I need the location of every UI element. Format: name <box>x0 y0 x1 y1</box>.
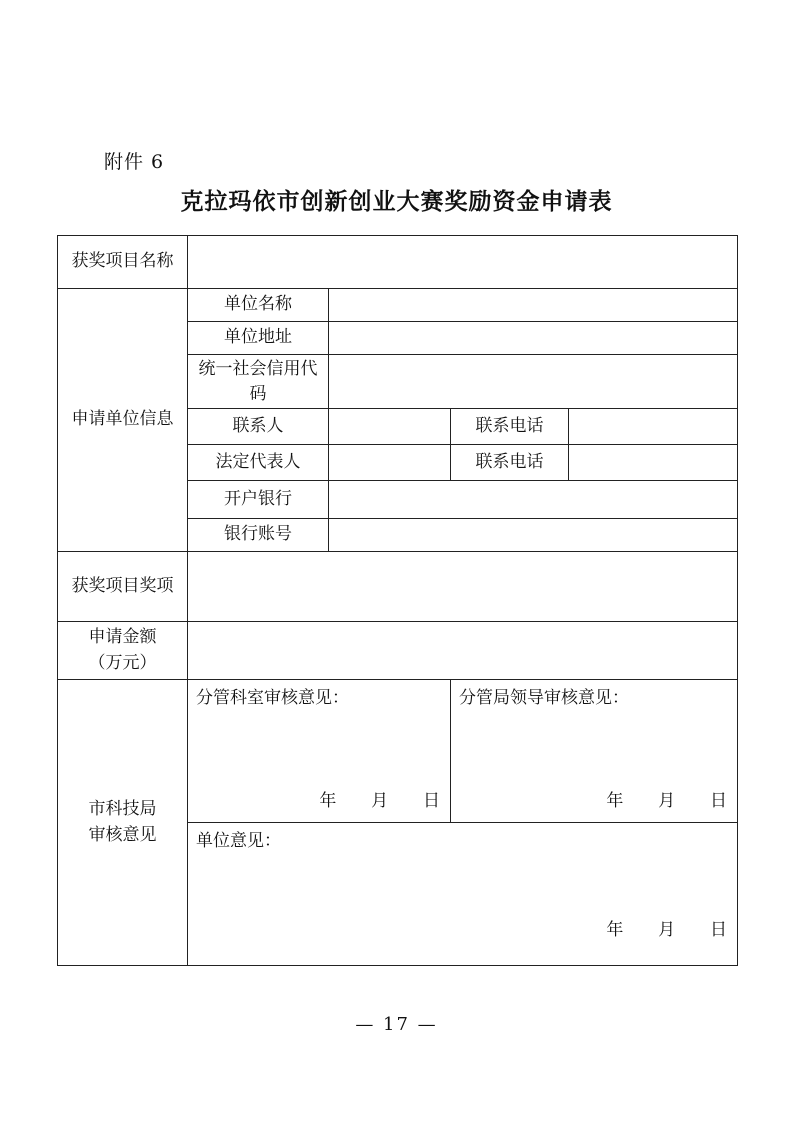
amount-field[interactable] <box>188 622 738 680</box>
review-label-line1: 市科技局 <box>88 799 157 819</box>
review-label-cell <box>58 680 188 966</box>
attachment-label: 附件 6 <box>104 151 165 173</box>
award-label: 获奖项目奖项 <box>58 552 188 622</box>
amount-unit: （万元） <box>88 652 157 673</box>
unit-name-label: 单位名称 <box>188 289 329 322</box>
contact-field[interactable] <box>329 409 451 445</box>
contact-label: 联系人 <box>188 409 329 445</box>
review-label-line2: 审核意见 <box>88 824 157 845</box>
unit-opinion-date: 年 月 日 <box>606 919 727 940</box>
leader-opinion-label: 分管局领导审核意见： <box>459 688 629 708</box>
phone-field-1[interactable] <box>569 409 738 445</box>
award-field[interactable] <box>188 552 738 622</box>
credit-code-label: 统一社会信用代码 <box>188 355 329 409</box>
unit-address-label: 单位地址 <box>188 322 329 355</box>
bank-label: 开户银行 <box>188 481 329 519</box>
credit-code-field[interactable] <box>329 355 738 409</box>
leader-opinion-box[interactable] <box>451 680 738 823</box>
unit-info-label: 申请单位信息 <box>58 289 188 552</box>
amount-label-cell <box>58 622 188 680</box>
phone-label-2: 联系电话 <box>451 445 569 481</box>
amount-label: 申请金额 <box>88 627 157 647</box>
account-label: 银行账号 <box>188 519 329 552</box>
leader-opinion-date: 年 月 日 <box>606 790 727 811</box>
project-name-label: 获奖项目名称 <box>58 236 188 289</box>
dept-opinion-box[interactable] <box>188 680 451 823</box>
legal-rep-label: 法定代表人 <box>188 445 329 481</box>
unit-opinion-box[interactable] <box>188 823 738 966</box>
dept-opinion-label: 分管科室审核意见： <box>196 688 349 708</box>
dept-opinion-date: 年 月 日 <box>319 790 440 811</box>
unit-address-field[interactable] <box>329 322 738 355</box>
page-title: 克拉玛依市创新创业大赛奖励资金申请表 <box>180 188 613 215</box>
bank-field[interactable] <box>329 481 738 519</box>
application-form <box>57 235 738 966</box>
phone-label-1: 联系电话 <box>451 409 569 445</box>
unit-name-field[interactable] <box>329 289 738 322</box>
account-field[interactable] <box>329 519 738 552</box>
unit-opinion-label: 单位意见： <box>196 831 281 851</box>
legal-rep-field[interactable] <box>329 445 451 481</box>
page-number: — 17 — <box>355 1014 438 1035</box>
phone-field-2[interactable] <box>569 445 738 481</box>
project-name-field[interactable] <box>188 236 738 289</box>
